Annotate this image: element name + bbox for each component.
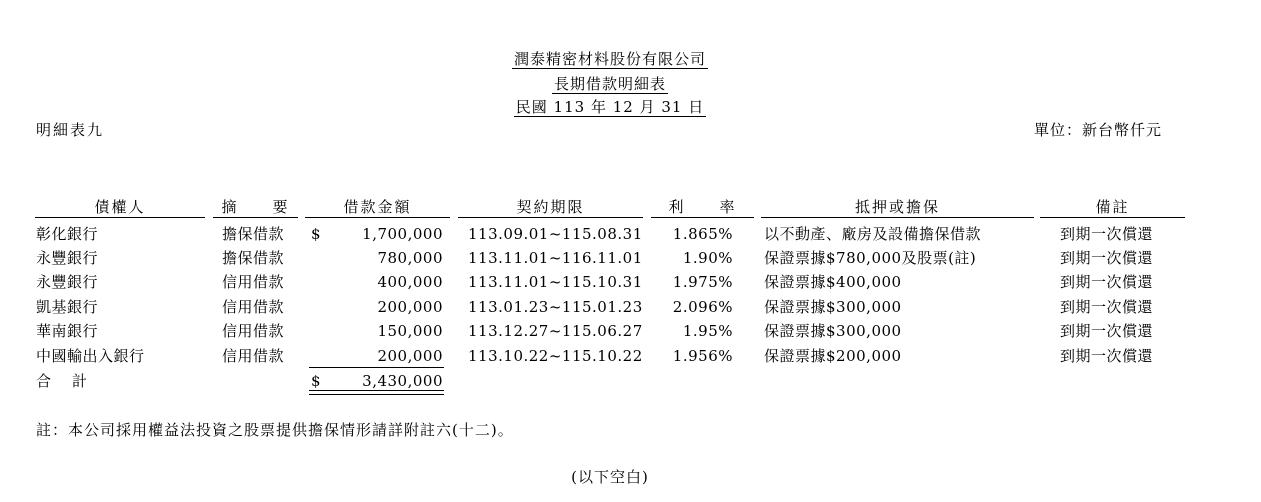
total-currency-symbol: $ [311,372,322,390]
creditor-cell: 凱基銀行 [36,298,99,316]
currency-symbol: $ [311,225,322,243]
col-header-rate: 利 率 [651,198,754,218]
end-mark: (以下空白) [571,468,649,486]
table-row [0,270,1261,294]
report-date: 民國 113 年 12 月 31 日 [515,98,705,116]
collateral-cell: 保證票據$400,000 [764,273,902,291]
table-row [0,295,1261,319]
col-header-term: 契約期限 [458,198,643,218]
summary-cell: 信用借款 [222,322,285,340]
collateral-cell: 保證票據$780,000及股票(註) [764,249,977,267]
summary-cell: 信用借款 [222,273,285,291]
collateral-cell: 保證票據$300,000 [764,298,902,316]
company-name: 潤泰精密材料股份有限公司 [513,50,706,68]
term-cell: 113.12.27~115.06.27 [468,322,643,340]
collateral-cell: 以不動產、廠房及設備擔保借款 [764,225,982,243]
rate-cell: 1.956% [672,347,733,365]
rate-cell: 1.975% [672,273,733,291]
schedule-number: 明細表九 [36,121,105,139]
summary-cell: 信用借款 [222,347,285,365]
amount-cell: 200,000 [377,347,443,365]
total-row [0,369,1261,393]
term-cell: 113.10.22~115.10.22 [468,347,643,365]
subtotal-rule [309,367,444,368]
amount-cell: 200,000 [377,298,443,316]
footnote: 註：本公司採用權益法投資之股票提供擔保情形請詳附註六(十二)。 [36,421,514,439]
note-cell: 到期一次償還 [1060,322,1154,340]
col-header-summary: 摘 要 [213,198,298,218]
amount-cell: 400,000 [377,273,443,291]
term-cell: 113.11.01~116.11.01 [468,249,643,267]
table-row [0,319,1261,343]
amount-cell: 780,000 [377,249,443,267]
creditor-cell: 永豐銀行 [36,273,99,291]
report-title: 長期借款明細表 [553,75,666,93]
rate-cell: 1.95% [682,322,733,340]
rate-cell: 1.90% [682,249,733,267]
collateral-cell: 保證票據$200,000 [764,347,902,365]
note-cell: 到期一次償還 [1060,273,1154,291]
creditor-cell: 中國輸出入銀行 [36,347,145,365]
rate-cell: 1.865% [672,225,733,243]
col-header-amount: 借款金額 [305,198,450,218]
term-cell: 113.09.01~115.08.31 [468,225,643,243]
note-cell: 到期一次償還 [1060,225,1154,243]
rate-cell: 2.096% [672,298,733,316]
currency-unit: 單位：新台幣仟元 [1034,121,1163,139]
summary-cell: 信用借款 [222,298,285,316]
note-cell: 到期一次償還 [1060,298,1154,316]
total-label: 合 計 [36,372,91,390]
creditor-cell: 彰化銀行 [36,225,99,243]
collateral-cell: 保證票據$300,000 [764,322,902,340]
amount-cell: 150,000 [377,322,443,340]
note-cell: 到期一次償還 [1060,249,1154,267]
term-cell: 113.01.23~115.01.23 [468,298,643,316]
amount-cell: 1,700,000 [362,225,443,243]
table-row [0,344,1261,368]
table-row [0,222,1261,246]
col-header-collateral: 抵押或擔保 [761,198,1034,218]
col-header-note: 備註 [1040,198,1185,218]
creditor-cell: 永豐銀行 [36,249,99,267]
summary-cell: 擔保借款 [222,225,285,243]
table-row [0,246,1261,270]
total-double-rule [309,390,444,395]
note-cell: 到期一次償還 [1060,347,1154,365]
term-cell: 113.11.01~115.10.31 [468,273,643,291]
total-amount: 3,430,000 [362,372,443,390]
summary-cell: 擔保借款 [222,249,285,267]
creditor-cell: 華南銀行 [36,322,99,340]
col-header-creditor: 債權人 [35,198,205,218]
